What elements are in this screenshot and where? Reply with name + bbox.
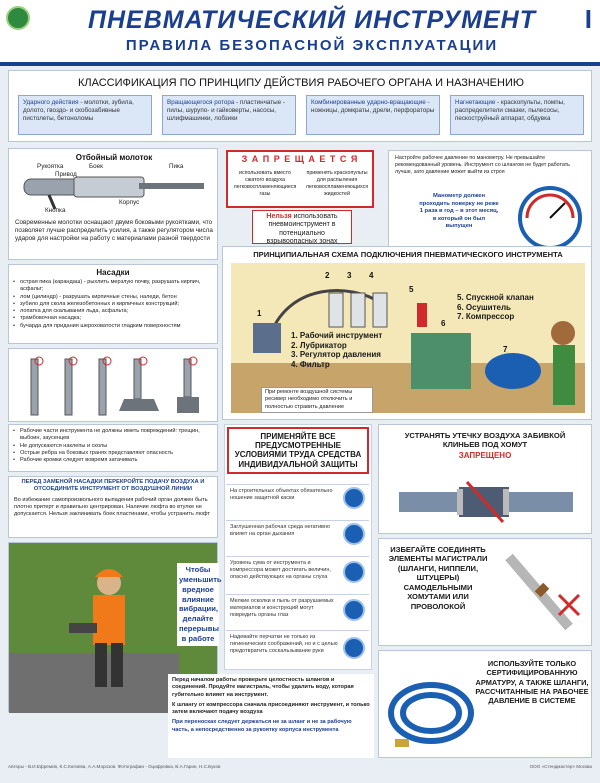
list-item: • лом (цилиндр) - разрушать кирпичные стены, наледи, бетон [13, 294, 215, 301]
gauge-section [388, 150, 592, 260]
gauge-caption: Манометр должен проходить поверку не реже 1 раза в год – в этот месяц, в который он был выпущен [419, 193, 499, 230]
class-text: - краскопульты, помпы, распределители смазки, пылесосы, пескоструйный аппарат, обдувка [455, 99, 565, 122]
hose-clamp-icon [399, 477, 573, 527]
hammer-section [8, 148, 218, 260]
ear-protection-icon [343, 561, 365, 583]
part-label: Корпус [119, 199, 140, 206]
jackhammer-illustration [19, 165, 209, 213]
list-item: • Не допускаются наклепы и сколы [13, 443, 215, 450]
class-head: Комбинированные ударно-вращающие [311, 99, 426, 106]
gauge-text: Настройте рабочее давление по манометру. Не превышайте рекомендованный уровень. Инструмент со шлангом не будет работать лучше, зато давление может выйти из строя [395, 155, 570, 175]
list-item: • Рабочие кромки следует вовремя затачивать [13, 457, 215, 464]
scheme-picture [231, 263, 585, 413]
helmet-icon [343, 487, 365, 509]
instruction-carry: При переносках следует держаться не за шланг и не за рабочую часть, а непосредственно за рукоятку корпуса инструмента [172, 719, 352, 733]
footer-credits: Авторы - В.И.Ефремов, К.С.Князева, А.А.Морозов. Фотографии - Оцифровка, В.А.Гарин, Н.С.Буков [8, 764, 221, 769]
protection-row-helmet [226, 484, 369, 510]
gloves-icon [343, 637, 365, 659]
improper-joint-icon [499, 547, 589, 643]
poster-subtitle: ПРАВИЛА БЕЗОПАСНОЙ ЭКСПЛУАТАЦИИ [125, 37, 499, 54]
class-text: - молотки, зубила, долото, гвоздо- и скобозабивные пистолеты, бетоноломы [23, 99, 134, 122]
protection-row-ears [226, 556, 369, 590]
scheme-number: 3 [347, 271, 352, 280]
nozzles-illustration [8, 348, 218, 422]
scheme-number: 7 [503, 345, 508, 354]
scheme-number: 2 [325, 271, 330, 280]
respirator-icon [343, 523, 365, 545]
worker-illustration [9, 543, 179, 713]
explosive-zone-note [252, 210, 352, 244]
explosive-text: использовать пневмоинструмент в потенциально взрывоопасных зонах [266, 213, 338, 246]
rules-list [13, 428, 215, 464]
scheme-section [222, 246, 592, 420]
scheme-title: ПРИНЦИПИАЛЬНАЯ СХЕМА ПОДКЛЮЧЕНИЯ ПНЕВМАТИЧЕСКОГО ИНСТРУМЕНТА [253, 250, 563, 259]
nozzle-change-section [8, 476, 218, 538]
class-text: - ножницы, домкраты, дрели, перфораторы [311, 99, 435, 114]
legend-item: 1. Рабочий инструмент [291, 331, 383, 340]
part-label: Рукоятка [37, 163, 64, 170]
logo-icon [6, 6, 30, 30]
list-item: • Острые ребра на боковых гранях представляют опасность [13, 450, 215, 457]
pressure-gauge-icon [517, 185, 583, 255]
scheme-legend-right [457, 293, 534, 322]
hose-title: ИСПОЛЬЗУЙТЕ ТОЛЬКО СЕРТИФИЦИРОВАННУЮ АРМАТУРУ, А ТАКЖЕ ШЛАНГИ, РАССЧИТАННЫЕ НА РАБОЧЕЕ ДАВЛЕНИЕ В СИСТЕМЕ [475, 659, 589, 705]
nozzles-section [8, 264, 218, 344]
sheet-number: I [584, 4, 592, 34]
leak-section [378, 424, 592, 534]
scheme-number: 6 [441, 319, 446, 328]
footer-publisher: ООО «Стендмастер» Москва [529, 764, 592, 769]
row-text: На строительных объектах обязательно ношение защитной каски [230, 488, 333, 501]
row-text: Заглушенная рабочая среда негативно влияет на орган дыхания [230, 524, 331, 537]
prohibited-spray: применять краскопульты для распыления легковоспламеняющихся жидкостей [305, 170, 369, 197]
part-label: Кнопка [45, 207, 66, 214]
blue-hose-icon [385, 669, 477, 755]
connect-section [378, 538, 592, 646]
protection-title: ПРИМЕНЯЙТЕ ВСЕ ПРЕДУСМОТРЕННЫЕ УСЛОВИЯМИ ТРУДА СРЕДСТВА ИНДИВИДУАЛЬНОЙ ЗАЩИТЫ [227, 427, 369, 474]
class-item-pump [450, 95, 584, 135]
leak-title: УСТРАНЯТЬ УТЕЧКУ ВОЗДУХА ЗАБИВКОЙ КЛИНЬЕВ ПОД ХОМУТ [404, 431, 566, 450]
protection-row-respirator [226, 520, 369, 546]
instruction-hoses: Перед началом работы проверьте целостность шлангов и соединений. Продуйте магистраль, чтобы удалить воду, которая губительно влияет на инструмент. [172, 677, 354, 698]
leak-forbidden: ЗАПРЕЩЕНО [458, 451, 512, 461]
class-item-impact [18, 95, 152, 135]
nozzle-rules [8, 424, 218, 472]
prohibited-gas: использовать вместо сжатого воздуха легковоспламеняющиеся газы [233, 170, 297, 197]
nozzle-tools-icon [9, 349, 219, 423]
part-label: Боек [89, 163, 103, 170]
legend-item: 4. Фильтр [291, 359, 330, 369]
no-word: Нельзя [266, 213, 292, 220]
nozzle-change-title: ПЕРЕД ЗАМЕНОЙ НАСАДКИ ПЕРЕКРОЙТЕ ПОДАЧУ ВОЗДУХА И ОТСОЕДИНИТЕ ИНСТРУМЕНТ ОТ ВОЗДУШНОЙ ЛИНИИ [21, 479, 205, 492]
nozzle-change-text: Во избежание самопроизвольного выпадения рабочий орган должен быть плотно притерт и правильно центрирован. Наличие люфта во втулке не допускается. Нельзя заклинивать боек пластинами, чтобы устранить люфт [14, 496, 210, 518]
part-label: Привод [55, 171, 77, 178]
class-text: - пластинчатые - пилы, шурупо- и гайковерты, насосы, шлифмашинки, лобзики [167, 99, 285, 122]
scheme-note: При ремонте воздушной системы ресивер необходимо отключить и полностью стравить давление [261, 387, 373, 413]
connect-title: ИЗБЕГАЙТЕ СОЕДИНЯТЬ ЭЛЕМЕНТЫ МАГИСТРАЛИ (ШЛАНГИ, НИППЕЛИ, ШТУЦЕРЫ) САМОДЕЛЬНЫМИ ХОМУТАМИ ИЛИ ПРОВОЛОКОЙ [388, 545, 488, 611]
list-item: • Рабочие части инструмента не должны иметь повреждений: трещин, выбоин, заусенцев [13, 428, 215, 443]
list-item: • трамбовочная насадка; [13, 315, 215, 322]
class-head: Ударного действия [23, 99, 79, 106]
prohibited-title: З А П Р Е Щ А Е Т С Я [241, 154, 359, 164]
vibration-text: Чтобы уменьшить вредное влияние вибрации, делайте перерывы в работе [177, 563, 219, 646]
legend-item: 5. Спускной клапан [457, 293, 534, 302]
header [0, 0, 600, 66]
goggles-icon [343, 599, 365, 621]
bottom-instructions [168, 674, 374, 758]
protection-row-gloves [226, 630, 369, 666]
scheme-number: 4 [369, 271, 374, 280]
nozzles-list [13, 279, 215, 330]
instruction-connect: К шлангу от компрессора сначала присоединяют инструмент, и только затем включают подачу воздуха [172, 701, 370, 716]
classification-title: КЛАССИФИКАЦИЯ ПО ПРИНЦИПУ ДЕЙСТВИЯ РАБОЧЕГО ОРГАНА И НАЗНАЧЕНИЮ [78, 77, 524, 89]
class-head: Нагнетающие [455, 99, 496, 106]
hose-section [378, 650, 592, 758]
list-item: • острая пика (карандаш) - рыхлить мерзлую почву, разрушать кирпич, асфальт; [13, 279, 215, 294]
scheme-number: 5 [409, 285, 414, 294]
list-item: • бучарда для придания шероховатости гладким поверхностям [13, 323, 215, 330]
legend-item: 2. Лубрикатор [291, 340, 347, 350]
legend-item: 6. Осушитель [457, 302, 511, 312]
nozzles-title: Насадки [96, 268, 130, 277]
legend-item: 3. Регулятор давления [291, 350, 381, 360]
legend-item: 7. Компрессор [457, 312, 515, 322]
class-item-rotary [162, 95, 296, 135]
prohibited-box [226, 150, 374, 208]
list-item: • лопатка для скалывания льда, асфальта; [13, 308, 215, 315]
class-item-combined [306, 95, 440, 135]
protection-row-eyes [226, 594, 369, 626]
hammer-text: Современные молотки оснащают двумя боковыми рукоятками, что позволяет лучше распределить усилия, а также регулятором числа ударов для настройки на работу с материалами разной твердости [15, 219, 213, 243]
row-text: Мелкие осколки и пыль от разрушаемых материалов и конструкций могут повредить органы глаз [230, 598, 334, 618]
hammer-title: Отбойный молоток [75, 153, 153, 162]
part-label: Пика [169, 163, 184, 170]
row-text: Уровень сума от инструмента и компрессора может достигать величин, опасно действующих на органы слуха [230, 560, 331, 580]
header-rule [0, 62, 600, 66]
class-head: Вращающегося ротора [167, 99, 235, 106]
poster-title: ПНЕВМАТИЧЕСКИЙ ИНСТРУМЕНТ [88, 6, 536, 34]
row-text: Надевайте перчатки не только из гигиенических соображений, но и с целью предотвратить соскальзывание руки [230, 634, 338, 654]
list-item: • зубило для скола железобетонных и кирпичных конструкций; [13, 301, 215, 308]
scheme-legend-left [291, 331, 382, 369]
scheme-number: 1 [257, 309, 262, 318]
